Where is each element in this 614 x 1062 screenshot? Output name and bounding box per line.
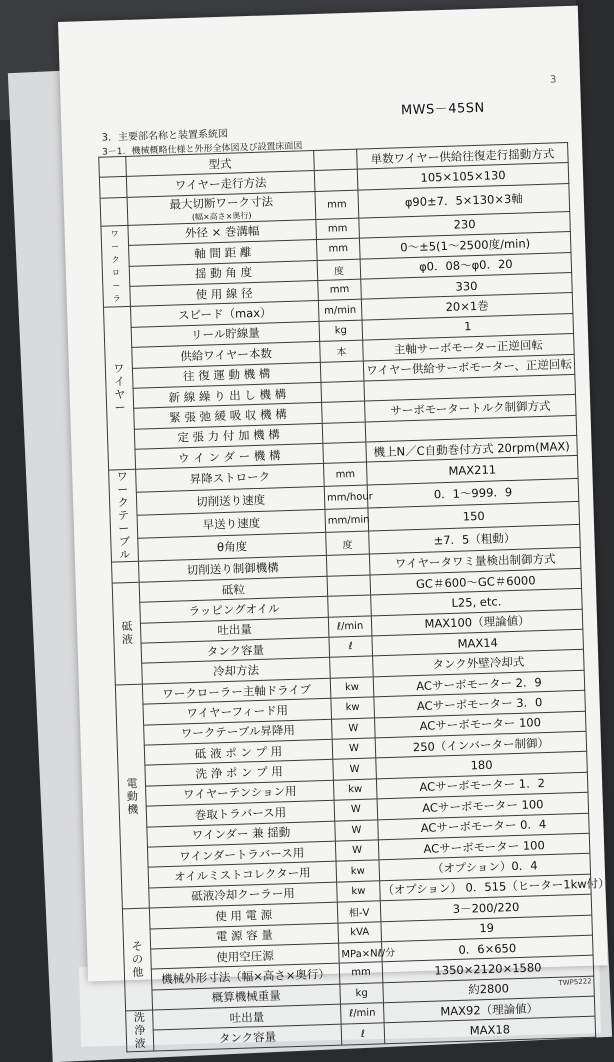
- item-name: ワインダー 兼 揺動: [147, 821, 336, 847]
- item-value: ±7．5（粗動）: [369, 525, 581, 555]
- group-empty: [112, 562, 140, 583]
- item-unit: W: [332, 717, 376, 739]
- item-value: MAX14: [372, 629, 584, 656]
- item-unit: 度: [317, 259, 361, 281]
- group-label: ワ イ ヤ ー: [103, 307, 135, 471]
- model-name: MWS－45SN: [400, 100, 485, 119]
- item-value: φ90±7．5×130×3軸: [358, 183, 570, 218]
- item-unit: [314, 170, 358, 192]
- footer-code: TWP5222: [558, 977, 592, 988]
- spec-table: [98, 142, 610, 1052]
- item-value: MAX18: [384, 1017, 596, 1044]
- item-unit: [326, 554, 370, 576]
- item-name: ワイヤーテンション用: [146, 780, 335, 806]
- group-label: ワ ー ク ロ ー ラ: [101, 225, 131, 307]
- item-value: 250（インバーター制御）: [375, 731, 587, 758]
- section-title: 3．主要部名称と装置系統図: [101, 128, 229, 144]
- item-unit: kg: [340, 982, 384, 1004]
- item-unit: mm/hour: [324, 485, 368, 509]
- item-name: 外径 × 巻溝幅: [128, 219, 317, 245]
- item-name: 電 源 容 量: [150, 923, 339, 949]
- item-unit: kVA: [338, 921, 382, 943]
- item-unit: mm: [316, 218, 360, 240]
- item-value: 105×105×130: [357, 163, 569, 190]
- item-name: 冷却方法: [142, 658, 331, 684]
- item-unit: MPa×Nℓ/分: [339, 942, 383, 964]
- item-unit: [327, 575, 371, 597]
- item-unit: [322, 422, 366, 444]
- item-name: θ角度: [138, 533, 327, 562]
- item-unit: mm: [324, 462, 368, 486]
- item-name: 砥 液 ポ ン プ 用: [144, 739, 333, 765]
- item-name: 揺 動 角 度: [129, 260, 318, 286]
- item-name: リール貯線量: [131, 321, 320, 347]
- item-unit: 本: [320, 340, 364, 362]
- item-unit: [328, 595, 372, 617]
- item-value: 0．1～999．9: [367, 479, 579, 509]
- item-value: ワイヤー供給サーボモーター、正逆回転: [363, 354, 575, 381]
- item-unit: mm/min: [325, 508, 369, 532]
- item-name: 型式: [126, 151, 315, 177]
- item-value: 180: [376, 752, 588, 779]
- item-name: 砥液冷却クーラー用: [149, 882, 338, 908]
- item-value: 0．6×650: [382, 935, 594, 962]
- item-name: 供給ワイヤー本数: [132, 342, 321, 368]
- item-unit: W: [335, 840, 379, 862]
- item-value: ACサーボモーター 100: [377, 792, 589, 819]
- item-name: 使用空圧源: [151, 943, 340, 969]
- item-value: 0～±5(1～2500度/min): [359, 232, 571, 259]
- item-value: ACサーボモーター 100: [375, 711, 587, 738]
- item-unit: 度: [326, 531, 370, 555]
- item-value: （オプション） 0．515（ヒーター1kw付）: [380, 874, 592, 901]
- item-name: タンク容量: [141, 637, 330, 663]
- item-name: ワインダートラバース用: [147, 841, 336, 867]
- item-value: サーボモータートルク制御方式: [365, 395, 577, 422]
- item-unit: kw: [331, 697, 375, 719]
- item-value: 単数ワイヤー供給往復走行揺動方式: [357, 143, 569, 170]
- item-name: タンク容量: [153, 1025, 342, 1051]
- item-unit: [330, 656, 374, 678]
- item-value: 330: [361, 272, 573, 299]
- item-value: 約2800: [383, 976, 595, 1003]
- item-unit: kw: [333, 779, 377, 801]
- item-unit: [320, 361, 364, 383]
- item-name: ワークテーブル昇降用: [144, 719, 333, 745]
- item-name: ワイヤーフィード用: [143, 698, 332, 724]
- item-value: MAX92（理論値）: [383, 996, 595, 1023]
- subsection-title: 3－1．機械概略仕様と外形全体図及び設置床面図: [101, 141, 303, 158]
- item-unit: mm: [316, 238, 360, 260]
- item-unit: mm: [318, 279, 362, 301]
- page-number: 3: [549, 74, 557, 86]
- item-name: 定 張 力 付 加 機 構: [134, 423, 323, 449]
- item-value: 1350×2120×1580: [382, 955, 594, 982]
- item-unit: m/min: [318, 299, 362, 321]
- item-unit: [323, 442, 367, 464]
- item-value: （オプション）0．4: [379, 854, 591, 881]
- group-label: ワ ー ク テ ー ブ ル: [109, 470, 139, 563]
- item-unit: 相-V: [337, 901, 381, 923]
- item-value: タンク外壁冷却式: [373, 650, 585, 677]
- item-value: 3－200/220: [380, 894, 592, 921]
- item-name: 昇降ストローク: [136, 464, 325, 493]
- item-value: ACサーボモーター 1．2: [376, 772, 588, 799]
- item-unit: W: [332, 738, 376, 760]
- item-name: 新 線 繰 り 出 し 機 構: [133, 382, 322, 408]
- item-value: MAX211: [366, 456, 578, 486]
- item-name: 概算機械重量: [152, 984, 341, 1010]
- item-unit: ℓ: [341, 1023, 385, 1045]
- item-subnote: (幅×高さ×奥行): [191, 210, 252, 222]
- group-label: そ の 他: [122, 908, 152, 1011]
- item-name: 往 復 運 動 機 構: [132, 362, 321, 388]
- item-unit: [322, 401, 366, 423]
- item-value: L25, etc.: [371, 589, 583, 616]
- item-name: 巻取トラバース用: [146, 800, 335, 826]
- item-name: 切削送り速度: [136, 487, 325, 516]
- item-name: ワークローラー主軸ドライブ: [142, 678, 331, 704]
- item-value: 主軸サーボモーター正逆回転: [363, 334, 575, 361]
- item-value: MAX100（理論値）: [371, 609, 583, 636]
- item-value: 19: [381, 915, 593, 942]
- item-unit: W: [334, 799, 378, 821]
- item-value: φ0．08～φ0．20: [360, 252, 572, 279]
- group-empty: [99, 177, 127, 198]
- item-name: 吐出量: [140, 617, 329, 643]
- item-unit: [321, 381, 365, 403]
- item-unit: W: [333, 758, 377, 780]
- item-value: ACサーボモーター 100: [378, 833, 590, 860]
- item-name: 機械外形寸法（幅×高さ×奥行）: [151, 963, 340, 989]
- item-name: 使 用 線 径: [130, 280, 319, 306]
- item-value: 230: [359, 211, 571, 238]
- item-name: 吐出量: [153, 1004, 342, 1030]
- item-name: ラッピングオイル: [140, 597, 329, 623]
- item-name: 早送り速度: [137, 510, 326, 539]
- group-label: 砥 液: [112, 582, 142, 685]
- item-unit: ℓ/min: [340, 1003, 384, 1025]
- group-empty: [99, 156, 127, 177]
- item-value: GC＃600～GC＃6000: [370, 568, 582, 595]
- item-name: 切削送り制御機構: [138, 556, 327, 582]
- item-unit: kg: [319, 320, 363, 342]
- item-unit: [314, 149, 358, 171]
- group-empty: [100, 197, 128, 226]
- item-name: 砥粒: [139, 576, 328, 602]
- item-unit: kw: [337, 881, 381, 903]
- item-value: ACサーボモーター 0．4: [378, 813, 590, 840]
- item-unit: W: [335, 819, 379, 841]
- item-value: ワイヤータワミ量検出制御方式: [369, 548, 581, 575]
- item-value: 150: [368, 502, 580, 532]
- item-value: ACサーボモーター 2．9: [373, 670, 585, 697]
- item-value: 20×1巻: [361, 293, 573, 320]
- item-unit: kw: [330, 677, 374, 699]
- item-name: 最大切断ワーク寸法 (幅×高さ×奥行): [127, 191, 316, 225]
- item-name: 使 用 電 源: [149, 902, 338, 928]
- item-value: ACサーボモーター 3．0: [374, 690, 586, 717]
- item-unit: mm: [339, 962, 383, 984]
- item-value: 機上N／C自動巻付方式 20rpm(MAX): [366, 435, 578, 462]
- document-page: [58, 6, 610, 1051]
- item-name: ワイヤー走行方法: [126, 171, 315, 197]
- item-unit: mm: [315, 190, 359, 219]
- item-name: オイルミストコレクター用: [148, 862, 337, 888]
- item-unit: kw: [336, 860, 380, 882]
- item-unit: ℓ: [329, 636, 373, 658]
- group-label: 電 動 機: [115, 684, 149, 909]
- item-name: 洗 浄 ポ ン プ 用: [145, 760, 334, 786]
- item-name: 緊 張 弛 緩 吸 収 機 構: [134, 403, 323, 429]
- item-unit: ℓ/min: [328, 616, 372, 638]
- item-name: スピード（max）: [130, 301, 319, 327]
- item-value: 1: [362, 313, 574, 340]
- item-name: 軸 間 距 離: [129, 240, 318, 266]
- group-label: 洗 浄 液: [126, 1010, 154, 1052]
- item-name: ウ イ ン ダ ー 機 構: [135, 443, 324, 469]
